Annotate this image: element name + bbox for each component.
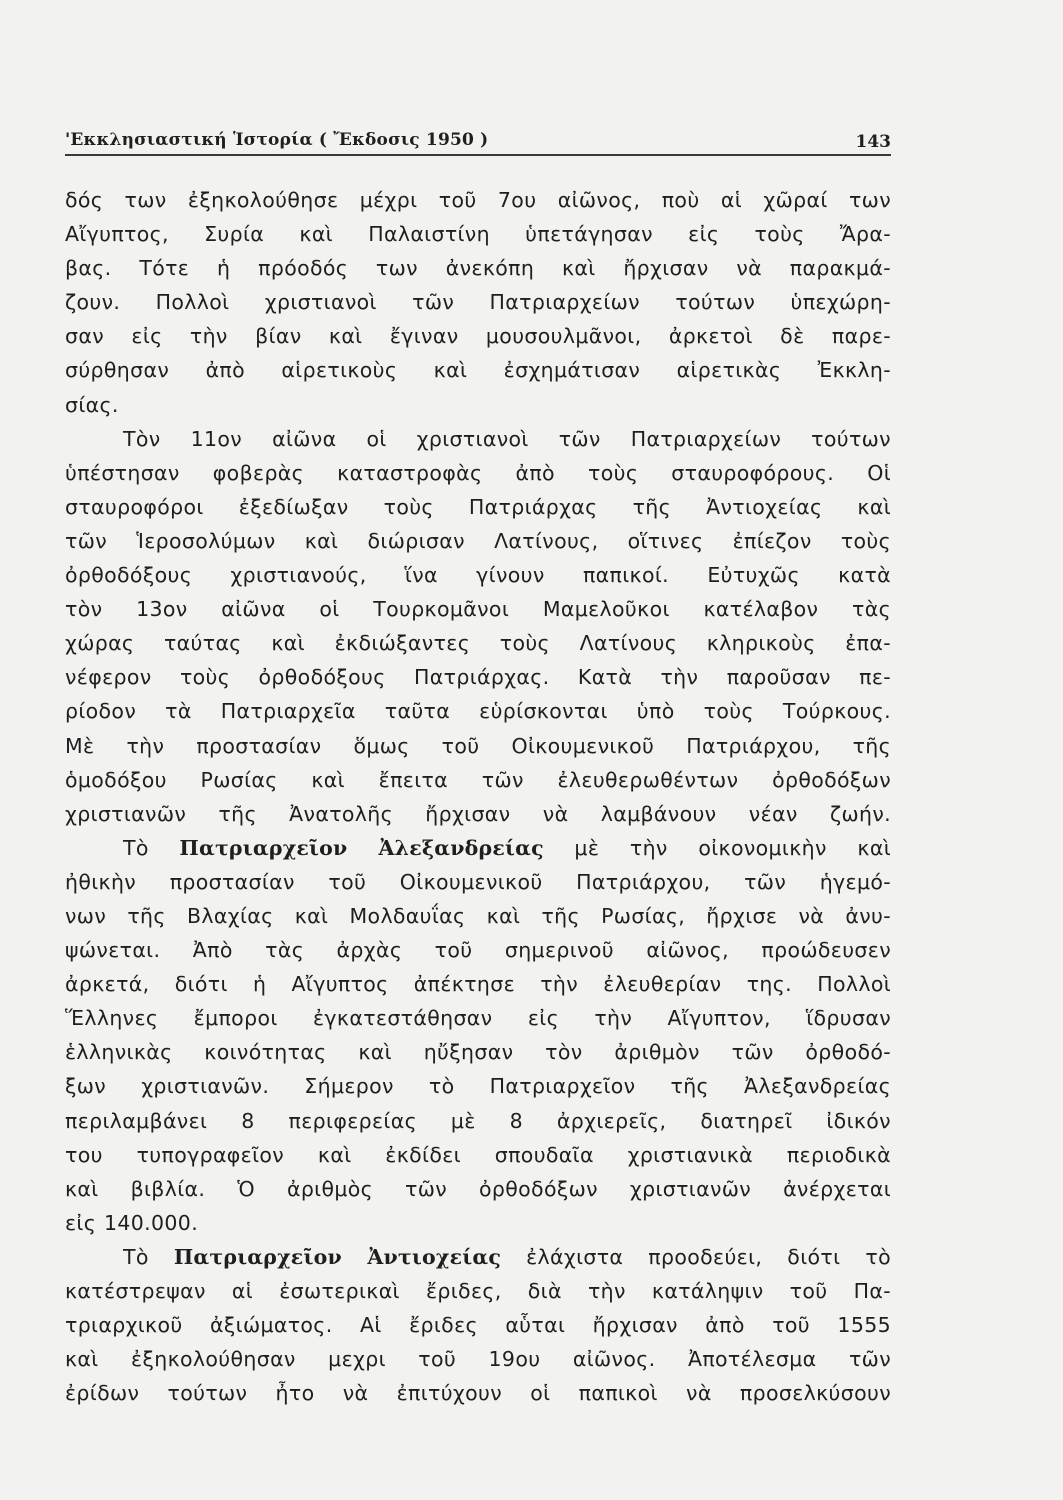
line-end-text: μὲ τὴν οἰκονομικὴν καὶ xyxy=(543,835,891,860)
text-line: σαν εἰς τὴν βίαν καὶ ἔγιναν μουσουλμᾶνοι, ἀρκετοὶ δὲ παρε- xyxy=(65,324,891,349)
bold-heading-alexandria: Πατριαρχεῖον Ἀλεξανδρείας xyxy=(179,835,544,860)
text-line: σίας. xyxy=(65,392,119,417)
text-line xyxy=(65,831,891,865)
text-line: κατέστρεψαν αἱ ἐσωτερικαὶ ἔριδες, διὰ τὴν κατάληψιν τοῦ Πα- xyxy=(65,1279,891,1303)
text-line: ἐρίδων τούτων ἦτο νὰ ἐπιτύχουν οἱ παπικοὶ νὰ προσελκύσουν xyxy=(65,1381,891,1406)
text-line: σύρθησαν ἀπὸ αἱρετικοὺς καὶ ἐσχημάτισαν αἱρετικὰς Ἐκκλη- xyxy=(65,358,891,383)
text-line: χριστιανῶν τῆς Ἀνατολῆς ἤρχισαν νὰ λαμβάνουν νέαν ζωήν. xyxy=(65,801,891,826)
paragraph-antioch xyxy=(65,1240,891,1410)
text-line: εἰς 140.000. xyxy=(65,1210,199,1235)
bold-heading-antioch: Πατριαρχεῖον Ἀντιοχείας xyxy=(173,1244,502,1269)
text-line: ρίοδον τὰ Πατριαρχεῖα ταῦτα εὑρίσκονται ὑπὸ τοὺς Τούρκους. xyxy=(65,699,891,724)
paragraph-2 xyxy=(65,422,891,831)
text-line: χώρας ταύτας καὶ ἐκδιώξαντες τοὺς Λατίνους κληρικοὺς ἐπα- xyxy=(65,631,891,656)
text-line: δός των ἐξηκολούθησε μέχρι τοῦ 7ου αἰῶνος, ποὺ αἱ χῶραί των xyxy=(65,188,891,212)
text-line: του τυπογραφεῖον καὶ ἐκδίδει σπουδαῖα χριστιανικὰ περιοδικὰ xyxy=(65,1142,891,1167)
line-end-text: ἐλάχιστα προοδεύει, διότι τὸ xyxy=(501,1244,891,1269)
page-header xyxy=(65,118,891,158)
text-line: νέφερον τοὺς ὀρθοδόξους Πατριάρχας. Κατὰ τὴν παροῦσαν πε- xyxy=(65,665,891,690)
text-line: τῶν Ἱεροσολύμων καὶ διώρισαν Λατίνους, οἵτινες ἐπίεζον τοὺς xyxy=(65,528,891,553)
page-number: 143 xyxy=(855,132,891,152)
line-start-text: Τὸ xyxy=(123,835,180,860)
line-start-text: Τὸ xyxy=(123,1244,174,1269)
text-line: τριαρχικοῦ ἀξιώματος. Αἱ ἔριδες αὗται ἤρχισαν ἀπὸ τοῦ 1555 xyxy=(65,1313,891,1338)
body-text xyxy=(65,183,891,1410)
paragraph-alexandria xyxy=(65,831,891,1240)
text-line: ξων χριστιανῶν. Σήμερον τὸ Πατριαρχεῖον τῆς Ἀλεξανδρείας xyxy=(65,1074,891,1099)
text-line: Τὸν 11ον αἰῶνα οἱ χριστιανοὶ τῶν Πατριαρχείων τούτων xyxy=(123,426,891,451)
running-title: 'Εκκλησιαστική Ἱστορία ( Ἔκδοσις 1950 ) xyxy=(65,130,489,150)
text-line: σταυροφόροι ἐξεδίωξαν τοὺς Πατριάρχας τῆς Ἀντιοχείας καὶ xyxy=(65,494,891,519)
header-rule xyxy=(65,154,891,156)
text-line: ἀρκετά, διότι ἡ Αἴγυπτος ἀπέκτησε τὴν ἐλευθερίαν της. Πολλοὶ xyxy=(65,972,891,997)
text-line: βας. Τότε ἡ πρόοδός των ἀνεκόπη καὶ ἤρχισαν νὰ παρακμά- xyxy=(65,256,891,281)
text-line: ἑλληνικὰς κοινότητας καὶ ηὔξησαν τὸν ἀριθμὸν τῶν ὀρθοδό- xyxy=(65,1040,891,1065)
text-line: ζουν. Πολλοὶ χριστιανοὶ τῶν Πατριαρχείων τούτων ὑπεχώρη- xyxy=(65,290,891,315)
text-line: ψώνεται. Ἀπὸ τὰς ἀρχὰς τοῦ σημερινοῦ αἰῶνος, προώδευσεν xyxy=(65,938,891,963)
paragraph-1 xyxy=(65,183,891,422)
text-line: τὸν 13ον αἰῶνα οἱ Τουρκομᾶνοι Μαμελοῦκοι κατέλαβον τὰς xyxy=(65,597,891,622)
text-line: καὶ ἐξηκολούθησαν μεχρι τοῦ 19ου αἰῶνος. Ἀποτέλεσμα τῶν xyxy=(65,1347,891,1372)
text-line: Μὲ τὴν προστασίαν ὅμως τοῦ Οἰκουμενικοῦ Πατριάρχου, τῆς xyxy=(65,733,891,758)
text-line: νων τῆς Βλαχίας καὶ Μολδαυΐας καὶ τῆς Ρωσίας, ἤρχισε νὰ ἀνυ- xyxy=(65,903,891,928)
text-line: καὶ βιβλία. Ὁ ἀριθμὸς τῶν ὀρθοδόξων χριστιανῶν ἀνέρχεται xyxy=(65,1176,891,1201)
text-line: Αἴγυπτος, Συρία καὶ Παλαιστίνη ὑπετάγησαν εἰς τοὺς Ἄρα- xyxy=(65,222,891,247)
text-line: Ἕλληνες ἔμποροι ἐγκατεστάθησαν εἰς τὴν Αἴγυπτον, ἵδρυσαν xyxy=(65,1006,891,1031)
text-line: ὁμοδόξου Ρωσίας καὶ ἔπειτα τῶν ἐλευθερωθέντων ὀρθοδόξων xyxy=(65,767,891,792)
text-line xyxy=(65,1240,891,1274)
text-line: ὑπέστησαν φοβερὰς καταστροφὰς ἀπὸ τοὺς σταυροφόρους. Οἱ xyxy=(65,460,891,485)
text-line: ἠθικὴν προστασίαν τοῦ Οἰκουμενικοῦ Πατριάρχου, τῶν ἡγεμό- xyxy=(65,869,891,894)
text-line: περιλαμβάνει 8 περιφερείας μὲ 8 ἀρχιερεῖς, διατηρεῖ ἰδικόν xyxy=(65,1108,891,1133)
text-line: ὀρθοδόξους χριστιανούς, ἵνα γίνουν παπικοί. Εὐτυχῶς κατὰ xyxy=(65,563,891,588)
